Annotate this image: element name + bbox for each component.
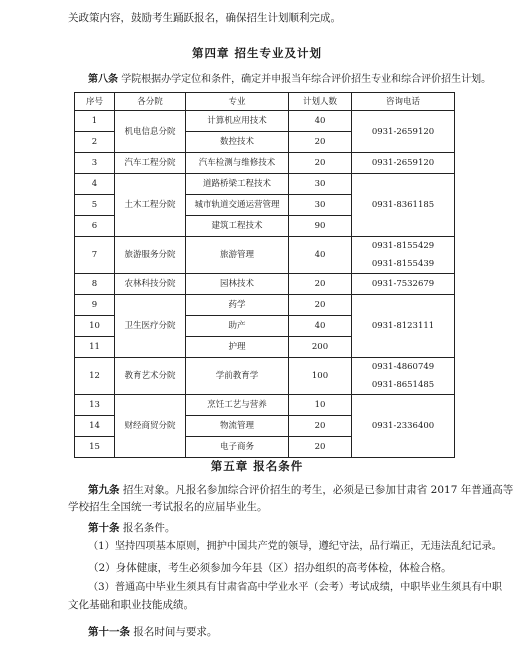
cell-count: 30 (289, 174, 352, 195)
cell-phone (352, 358, 455, 395)
table-row (75, 111, 455, 132)
article11-text: 报名时间与要求。 (133, 626, 218, 638)
cell-count: 10 (289, 395, 352, 416)
cell-count: 90 (289, 216, 352, 237)
cell-division: 财经商贸分院 (115, 395, 186, 458)
cell-no: 4 (75, 174, 115, 195)
article9-line2: 学校招生全国统一考试报名的应届毕业生。 (68, 501, 268, 513)
cell-major: 城市轨道交通运营管理 (186, 195, 289, 216)
cell-major: 汽车检测与维修技术 (186, 153, 289, 174)
article10-paragraph (88, 521, 175, 535)
cell-major: 电子商务 (186, 437, 289, 458)
header-major: 专业 (186, 93, 289, 111)
article8-text: 学院根据办学定位和条件，确定并申报当年综合评价招生专业和综合评价招生计划。 (121, 74, 492, 85)
cell-major: 药学 (186, 295, 289, 316)
cell-no: 15 (75, 437, 115, 458)
table-row (75, 358, 455, 395)
enrollment-plan-table (74, 92, 455, 458)
cell-no: 9 (75, 295, 115, 316)
article9-text: 招生对象。凡报名参加综合评价招生的考生，必须是已参加甘肃省 2017 年普通高等 (122, 484, 514, 496)
cell-major: 建筑工程技术 (186, 216, 289, 237)
article11-paragraph (88, 625, 217, 639)
cell-no: 6 (75, 216, 115, 237)
article9-label: 第九条 (88, 484, 120, 496)
cell-division: 教育艺术分院 (115, 358, 186, 395)
table-row (75, 295, 455, 316)
table-row (75, 174, 455, 195)
cell-count: 100 (289, 358, 352, 395)
cell-count: 20 (289, 132, 352, 153)
cell-count: 30 (289, 195, 352, 216)
cell-major: 道路桥梁工程技术 (186, 174, 289, 195)
cell-division: 旅游服务分院 (115, 237, 186, 274)
cell-count: 20 (289, 437, 352, 458)
cell-division: 卫生医疗分院 (115, 295, 186, 358)
header-count: 计划人数 (289, 93, 352, 111)
header-division: 各分院 (115, 93, 186, 111)
cell-phone: 0931-8361185 (352, 174, 455, 237)
article10-label: 第十条 (88, 522, 120, 534)
cell-phone: 0931-8123111 (352, 295, 455, 358)
phone-line: 0931-8155439 (371, 259, 435, 269)
cell-no: 8 (75, 274, 115, 295)
cell-no: 2 (75, 132, 115, 153)
cell-division: 农林科技分院 (115, 274, 186, 295)
article11-label: 第十一条 (88, 626, 130, 638)
phone-line: 0931-4860749 (371, 362, 435, 372)
cell-no: 7 (75, 237, 115, 274)
phone-line: 0931-8651485 (371, 380, 435, 390)
cell-count: 40 (289, 316, 352, 337)
article10-text: 报名条件。 (122, 522, 176, 534)
cell-count: 40 (289, 237, 352, 274)
table-row (75, 274, 455, 295)
cell-count: 20 (289, 416, 352, 437)
cell-count: 40 (289, 111, 352, 132)
cell-no: 3 (75, 153, 115, 174)
cell-major: 助产 (186, 316, 289, 337)
header-phone: 咨询电话 (352, 93, 455, 111)
condition-2: （2）身体健康，考生必须参加今年县（区）招办组织的高考体检，体检合格。 (88, 562, 452, 574)
condition-3-line2: 文化基础和职业技能成绩。 (68, 599, 194, 611)
cell-phone: 0931-7532679 (352, 274, 455, 295)
header-no: 序号 (75, 93, 115, 111)
chapter5-title: 第五章 报名条件 (210, 459, 304, 473)
table-header-row (75, 93, 455, 111)
cell-no: 12 (75, 358, 115, 395)
cell-phone: 0931-2659120 (352, 153, 455, 174)
cell-no: 13 (75, 395, 115, 416)
cell-no: 5 (75, 195, 115, 216)
cell-count: 20 (289, 274, 352, 295)
cell-division: 机电信息分院 (115, 111, 186, 153)
cell-major: 物流管理 (186, 416, 289, 437)
intro-line: 关政策内容，鼓励考生踊跃报名，确保招生计划顺利完成。 (68, 12, 341, 24)
cell-major: 园林技术 (186, 274, 289, 295)
article8-label: 第八条 (88, 74, 118, 85)
cell-count: 200 (289, 337, 352, 358)
phone-line: 0931-8155429 (371, 241, 435, 251)
cell-count: 20 (289, 295, 352, 316)
cell-division: 土木工程分院 (115, 174, 186, 237)
table-row (75, 153, 455, 174)
cell-major: 护理 (186, 337, 289, 358)
table-row (75, 237, 455, 274)
article9-line1 (88, 483, 513, 497)
cell-phone: 0931-2659120 (352, 111, 455, 153)
cell-phone (352, 237, 455, 274)
article8-paragraph (88, 73, 491, 87)
cell-major: 计算机应用技术 (186, 111, 289, 132)
cell-no: 14 (75, 416, 115, 437)
cell-no: 10 (75, 316, 115, 337)
cell-no: 11 (75, 337, 115, 358)
cell-phone: 0931-2336400 (352, 395, 455, 458)
cell-major: 数控技术 (186, 132, 289, 153)
condition-1: （1）坚持四项基本原则，拥护中国共产党的领导，遵纪守法，品行端正，无违法乱纪记录。 (88, 541, 502, 552)
cell-no: 1 (75, 111, 115, 132)
condition-3-line1: （3）普通高中毕业生须具有甘肃省高中学业水平（会考）考试成绩，中职毕业生须具有中职 (88, 582, 502, 593)
cell-count: 20 (289, 153, 352, 174)
cell-division: 汽车工程分院 (115, 153, 186, 174)
cell-major: 烹饪工艺与营养 (186, 395, 289, 416)
table-row (75, 395, 455, 416)
chapter4-title: 第四章 招生专业及计划 (191, 46, 322, 60)
cell-major: 旅游管理 (186, 237, 289, 274)
cell-major: 学前教育学 (186, 358, 289, 395)
